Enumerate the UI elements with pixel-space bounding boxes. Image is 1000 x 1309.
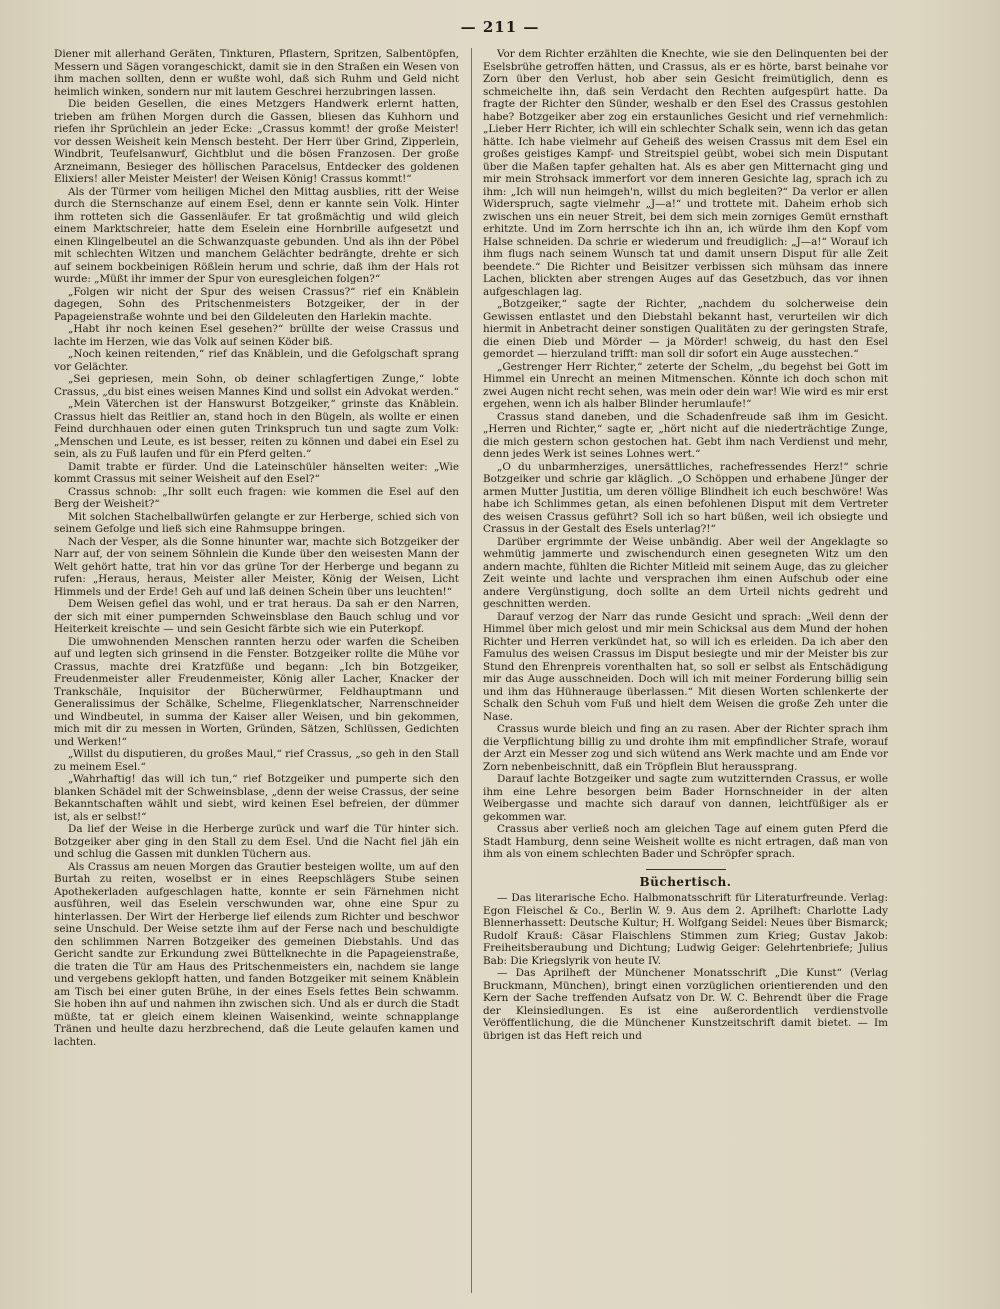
paragraph: Die beiden Gesellen, die eines Metzgers Handwerk erlernt hatten, trieben am frühen Morgen durch die Gassen, bliesen das Kuhhorn und riefen ihr Sprüchlein an jeder Ecke: „Crassus kommt! der große Meister! vor dessen Weisheit kein Mensch besteht. Der Herr über Grind, Zipperlein, Windbrit, Teufelsanwurf, Gichtblut und die bösen Franzosen. Der große Arzneimann, Besieger des höllischen Paracelsus, Entdecker des goldenen Elixiers! aller Meister Meister! der Weisen König! Crassus kommt!“ — [54, 98, 459, 185]
paragraph: Mit solchen Stachelballwürfen gelangte er zur Herberge, schied sich von seinem Gefolge und ließ sich eine Rahmsuppe bringen. — [54, 510, 459, 535]
paragraph: Diener mit allerhand Geräten, Tinkturen, Pflastern, Spritzen, Salbentöpfen, Messern und Sägen vorangeschickt, damit sie in den Straßen ein Wesen von ihm machen sollten, denn er wußte wohl, daß sich Ruhm und Geld nicht heimlich winken, sondern nur mit lautem Geschrei herzubringen lassen. — [54, 48, 459, 98]
book-item: — Das Aprilheft der Münchener Monatsschrift „Die Kunst“ (Verlag Bruckmann, München), bringt einen vorzüglichen orientierenden und den Kern der Sache treffenden Aufsatz von Dr. W. C. Behrendt über die Frage der Kleinsiedlungen. Es ist eine außerordentlich verdienstvolle Veröffentlichung, die die Münchener Kunstzeitschrift damit bietet. — Im übrigen ist das Heft reich und — [483, 967, 888, 1042]
left-column — [54, 48, 459, 1298]
paragraph: Dem Weisen gefiel das wohl, und er trat heraus. Da sah er den Narren, der sich mit einer pumpernden Schweinsblase den Bauch schlug und vor Heiterkeit kreischte — und sein Gesicht färbte sich wie ein Puterkopf. — [54, 598, 459, 635]
book-item: — Das literarische Echo. Halbmonatsschrift für Literaturfreunde. Verlag: Egon Fleischel & Co., Berlin W. 9. Aus dem 2. Aprilheft: Charlotte Lady Blennerhassett: Deutsche Kultur; H. Wolfgang Seidel: Neues über Bismarck; Rudolf Krauß: Cäsar Flaischlens Stimmen zum Krieg; Gustav Jakob: Freiheitsberaubung und Dichtung; Ludwig Geiger: Gelehrtenbriefe; Julius Bab: Die Kriegslyrik von heute IV. — [483, 892, 888, 967]
paragraph: „Mein Väterchen ist der Hanswurst Botzgeiker,“ grinste das Knäblein. Crassus hielt das Reitlier an, stand hoch in den Bügeln, als wollte er einen Feind durchhauen oder einen guten Trinkspruch tun und sagte zum Volk: „Menschen und Leute, es ist besser, reiten zu können und dabei ein Esel zu sein, als zu Fuß laufen und für ein Pferd gelten.“ — [54, 398, 459, 460]
paragraph: „Gestrenger Herr Richter,“ zeterte der Schelm, „du begehst bei Gott im Himmel ein Unrecht an meinen Mitmenschen. Könnte ich doch schon mit zwei Augen nicht recht sehen, was mein oder dein war! Wie wird es mir erst ergehen, wenn ich als halber Blinder herumlaufe!“ — [483, 360, 888, 410]
paragraph: Die umwohnenden Menschen rannten herzu oder warfen die Scheiben auf und legten sich grinsend in die Fenster. Botzgeiker rollte die Mühe vor Crassus, machte drei Kratzfüße und begann: „Ich bin Botzgeiker, Freudenmeister aller Freudenmeister, König aller Lacher, Knacker der Trankschäle, Inquisitor der Bücherwürmer, Feldhauptmann und Generalissimus der Schälke, Schelme, Fliegenklatscher, Narrenschneider und Windbeutel, in summa der Kaiser aller Weisen, und bin gekommen, mich mit dir zu messen in Worten, Gründen, Sätzen, Schlüssen, Gedichten und Werken!“ — [54, 635, 459, 748]
paragraph: „Wahrhaftig! das will ich tun,“ rief Botzgeiker und pumperte sich den blanken Schädel mit der Schweinsblase, „denn der weise Crassus, der seine Bekanntschaften wählt und siebt, wird keinen Esel befreien, der dümmer ist, als er selbst!“ — [54, 773, 459, 823]
paragraph: Crassus schnob: „Ihr sollt euch fragen: wie kommen die Esel auf den Berg der Weisheit?“ — [54, 485, 459, 510]
paragraph: Als der Türmer vom heiligen Michel den Mittag ausblies, ritt der Weise durch die Sternschanze auf einem Esel, denn er kannte sein Volk. Hinter ihm rotteten sich die Gassenläufer. Er tat großmächtig und wild gleich einem Marktschreier, hatte dem Eselein eine Hornbrille aufgesetzt und einen Klingelbeutel an die Schwanzquaste gebunden. Und als ihn der Pöbel mit schlechten Witzen und manchem Gelächter bedrängte, drehte er sich auf seinem bockbeinigen Rößlein herum und schrie, daß ihm der Hals rot wurde: „Müßt ihr immer der Spur von euresgleichen folgen?“ — [54, 185, 459, 285]
paragraph: Crassus aber verließ noch am gleichen Tage auf einem guten Pferd die Stadt Hamburg, denn seine Weisheit wollte es nicht ertragen, daß man von ihm als von einem schlechten Bader und Schröpfer sprach. — [483, 823, 888, 860]
paragraph: Nach der Vesper, als die Sonne hinunter war, machte sich Botzgeiker der Narr auf, der von seinem Söhnlein die Kunde über den weisesten Mann der Welt gehört hatte, trat hin vor das grüne Tor der Herberge und begann zu rufen: „Heraus, heraus, Meister aller Meister, König der Weisen, Licht Himmels und der Erde! Geh auf und laß deinen Schein über uns leuchten!“ — [54, 535, 459, 598]
paragraph: Als Crassus am neuen Morgen das Grautier besteigen wollte, um auf den Burtah zu reiten, woselbst er in eines Reepschlägers Stube seinen Apothekerladen aufgeschlagen hatte, konnte er sein Färnehmen nicht ausführen, weil das Eselein verschwunden war, ohne eine Spur zu hinterlassen. Der Wirt der Herberge lief eilends zum Richter und beschwor seine Unschuld. Der Weise setzte ihm auf der Ferse nach und beschuldigte den schlimmen Narren Botzgeiker des gemeinen Diebstahls. Und das Gericht sandte zur Erkundung zwei Büttelknechte in die Papageienstraße, die traten die Tür am Haus des Pritschenmeisters ein, nachdem sie lange und vergebens geklopft hatten, und fanden Botzgeiker mit seinem Knäblein am Tisch bei einer guten Brühe, in der eines Esels fettes Bein schwamm. Sie hoben ihn auf und nahmen ihn zwischen sich. Und als er durch die Stadt müßte, tat er gleich einem kleinen Waisenkind, weinte schnapplange Tränen und heulte dazu herzbrechend, daß die Leute gelaufen kamen und lachten. — [54, 860, 459, 1048]
column-divider — [471, 48, 472, 1293]
paragraph: „Sei gepriesen, mein Sohn, ob deiner schlagfertigen Zunge,“ lobte Crassus, „du bist eines weisen Mannes Kind und sollst ein Advokat werden.“ — [54, 373, 459, 398]
section-rule — [646, 869, 726, 870]
paragraph: „Habt ihr noch keinen Esel gesehen?“ brüllte der weise Crassus und lachte im Herzen, wie das Volk auf seinen Köder biß. — [54, 323, 459, 348]
page-number: — 211 — — [460, 18, 540, 36]
paragraph: Vor dem Richter erzählten die Knechte, wie sie den Delinquenten bei der Eselsbrühe getroffen hätten, und Crassus, als er es hörte, barst beinahe vor Zorn über den Verlust, hob aber sein Gesicht freimütiglich, denn es schmeichelte ihn, daß sein Verdacht den Rechten aufgespürt hatte. Da fragte der Richter den Sünder, weshalb er den Esel des Crassus gestohlen habe? Botzgeiker aber zog ein erstaunliches Gesicht und rief vernehmlich: „Lieber Herr Richter, ich will ein schlechter Schalk sein, wenn ich das getan hätte. Ich habe vielmehr auf Geheiß des weisen Crassus mit dem Esel ein großes geistiges Kampf- und Streitspiel geübt, wobei sich mein Disputant über die Maßen tapfer gehalten hat. Als es aber gen Mitternacht ging und mir mein Strohsack immerfort vor dem inneren Gesichte lag, sprach ich zu ihm: „Ich will nun heimgeh'n, willst du mich begleiten?“ Da verlor er allen Widerspruch, sagte vielmehr „J—a!“ und trottete mit. Daheim erhob sich zwischen uns ein neuer Streit, bei dem sich mein zorniges Gemüt ernsthaft erhitzte. Und im Zorn herrschte ich ihn an, ich würde ihm den Kopf vom Halse schneiden. Da schrie er wiederum und freudiglich: „J—a!“ Worauf ich ihm flugs nach seinem Wunsch tat und damit unsern Disput für alle Zeit beendete.“ Die Richter und Beisitzer verbissen sich mühsam das innere Lachen, blickten aber strengen Auges auf das Gesetzbuch, das vor ihnen aufgeschlagen lag. — [483, 48, 888, 298]
section-title: Büchertisch. — [639, 874, 732, 889]
paragraph: Darauf lachte Botzgeiker und sagte zum wutzitternden Crassus, er wolle ihm eine Lehre besorgen beim Bader Hornschneider in der alten Weibergasse und machte sich darauf von dannen, leichtfüßiger als er gekommen war. — [483, 773, 888, 823]
paragraph: „Willst du disputieren, du großes Maul,“ rief Crassus, „so geh in den Stall zu meinem Esel.“ — [54, 748, 459, 773]
paragraph: Damit trabte er fürder. Und die Lateinschüler hänselten weiter: „Wie kommt Crassus mit seiner Weisheit auf den Esel?“ — [54, 460, 459, 485]
paragraph: Crassus wurde bleich und fing an zu rasen. Aber der Richter sprach ihm die Verpflichtung billig zu und drohte ihm mit empfindlicher Strafe, worauf der Arzt ein Messer zog und sich wütend ans Werk machte und am Ende vor Zorn nebenbeischnitt, daß ein Tröpflein Blut heraussprang. — [483, 723, 888, 773]
paragraph: Darauf verzog der Narr das runde Gesicht und sprach: „Weil denn der Himmel über mich gelost und mir mein Schicksal aus dem Mund der hohen Richter und Herren verkündet hat, so will ich es erleiden. Da ich aber den Famulus des weisen Crassus im Disput besiegte und mir der Meister bis zur Stund den Ehrenpreis vorenthalten hat, so soll er selbst als Entschädigung mir das Auge ausschneiden. Doch will ich mit meiner Forderung billig sein und ihm das Hühnerauge überlassen.“ Mit diesen Worten schlenkerte der Schalk den Schuh vom Fuß und hielt dem Weisen die große Zeh unter die Nase. — [483, 610, 888, 723]
paragraph: „O du unbarmherziges, unersättliches, rachefressendes Herz!“ schrie Botzgeiker und schrie gar kläglich. „O Schöppen und erhabene Jünger der armen Mutter Justitia, um deren völlige Blindheit ich euch beschwöre! Was habe ich Schlimmes getan, als einen befohlenen Disput mit dem Vertreter des weisen Crassus geführt? Soll ich so hart büßen, weil ich obsiegte und Crassus in der Gestalt des Esels unterlag?!“ — [483, 460, 888, 535]
paragraph: „Botzgeiker,“ sagte der Richter, „nachdem du solcherweise dein Gewissen entlastet und den Diebstahl bekannt hast, verurteilen wir dich hiermit in Anbetracht deiner sonstigen Qualitäten zu der geringsten Strafe, die einen Dieb und Mörder — ja Mörder! schweig, du hast den Esel gemordet — hierzuland trifft: man soll dir sofort ein Auge ausstechen.“ — [483, 298, 888, 360]
right-column — [483, 48, 888, 1296]
paragraph: Crassus stand daneben, und die Schadenfreude saß ihm im Gesicht. „Herren und Richter,“ sagte er, „hört nicht auf die niederträchtige Zunge, die mich gestern schon gestochen hat. Gebt ihm nach Verdienst und mehr, denn jedes Werk ist seines Lohnes wert.“ — [483, 410, 888, 460]
paragraph: Darüber ergrimmte der Weise unbändig. Aber weil der Angeklagte so wehmütig jammerte und zwischendurch einen gesegneten Witz um den andern machte, fühlten die Richter Mitleid mit seinem Auge, das zu gleicher Zeit weinte und lachte und versprachen ihm einen Aufschub oder eine andere Vergünstigung, doch sollte an dem Urteil nichts gedreht und geschnitten werden. — [483, 535, 888, 610]
paragraph: „Folgen wir nicht der Spur des weisen Crassus?“ rief ein Knäblein dagegen, Sohn des Pritschenmeisters Botzgeiker, der in der Papageienstraße wohnte und bei den Gildeleuten den Harlekin machte. — [54, 285, 459, 323]
paragraph: Da lief der Weise in die Herberge zurück und warf die Tür hinter sich. Botzgeiker aber ging in den Stall zu dem Esel. Und die Nacht fiel jäh ein und schlug die Gassen mit dunklen Tüchern aus. — [54, 823, 459, 860]
paragraph: „Noch keinen reitenden,“ rief das Knäblein, und die Gefolgschaft sprang vor Gelächter. — [54, 348, 459, 373]
